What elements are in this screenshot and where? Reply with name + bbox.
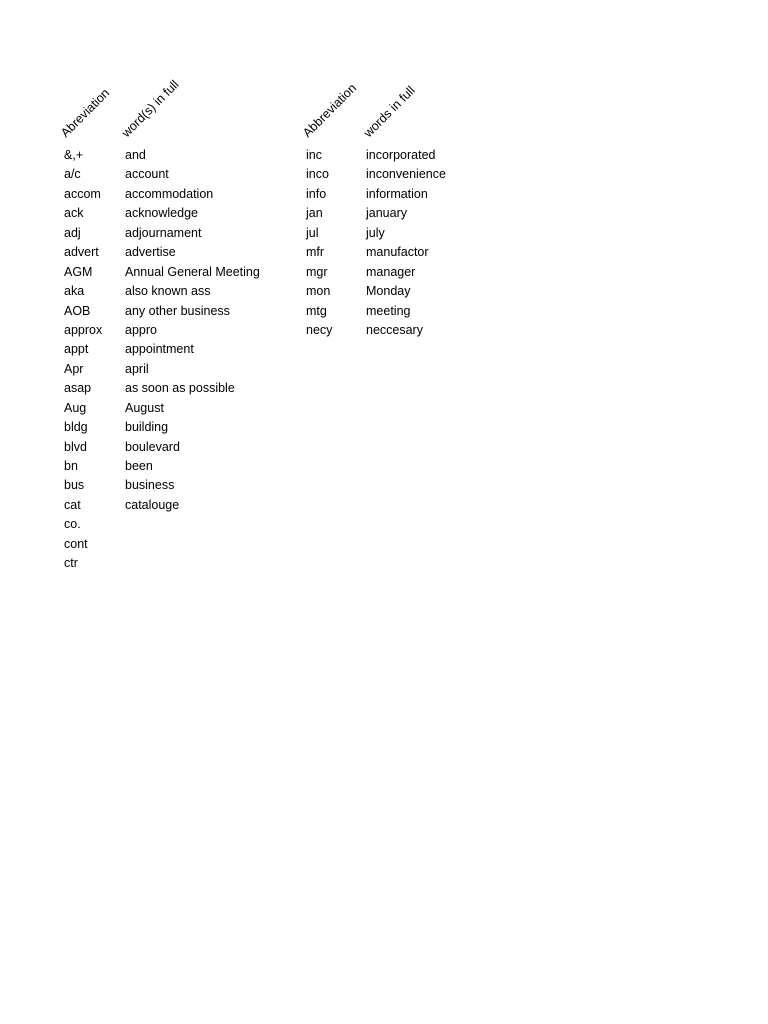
table-cell: information [366, 186, 428, 201]
header-abbreviation-1: Abreviation [58, 85, 113, 140]
table-cell: april [125, 361, 149, 376]
table-cell: any other business [125, 303, 230, 318]
table-cell: appointment [125, 342, 194, 357]
table-cell: been [125, 459, 153, 473]
table-cell: bus [64, 478, 85, 493]
table-cell: adj [64, 225, 81, 240]
table-cell: january [366, 206, 407, 221]
table1-abbreviation-column [64, 146, 102, 574]
table-cell: approx [64, 322, 103, 337]
table-cell: mon [306, 284, 331, 299]
table-cell: mtg [306, 303, 327, 318]
table-cell: cat [64, 497, 81, 512]
table-cell: also known ass [125, 284, 211, 299]
table-cell: asap [64, 381, 92, 396]
table-cell: mfr [306, 245, 325, 260]
table-cell: info [306, 186, 327, 201]
table-cell: a/c [64, 167, 81, 182]
table-cell: advertise [125, 245, 176, 260]
table-cell: jul [306, 225, 319, 240]
table-cell: jan [306, 206, 323, 221]
table-cell: july [366, 225, 385, 240]
table-cell: neccesary [366, 322, 423, 337]
table-cell: building [125, 420, 169, 435]
table-cell: ctr [64, 556, 78, 571]
table2-words-column [366, 146, 446, 340]
table-cell: inco [306, 167, 329, 182]
table-cell: inc [306, 148, 322, 162]
table-cell: business [125, 478, 175, 493]
table-cell: August [125, 400, 164, 415]
table2-abbreviation-column [306, 146, 332, 340]
table-cell: account [125, 167, 169, 182]
table-cell: meeting [366, 303, 411, 318]
table-cell: &,+ [64, 148, 84, 162]
table-cell: manager [366, 264, 416, 279]
table-cell: aka [64, 284, 85, 299]
table-cell: advert [64, 245, 99, 260]
table-cell: adjournament [125, 225, 202, 240]
header-words-1: word(s) in full [119, 77, 182, 140]
table-cell: co. [64, 517, 81, 532]
table-cell: ack [64, 206, 84, 221]
table1-words-column [125, 146, 260, 515]
table-cell: appro [125, 322, 157, 337]
table-cell: Aug [64, 400, 87, 415]
header-abbreviation-2: Abbreviation [300, 80, 360, 140]
table-cell: Monday [366, 284, 411, 299]
table-cell: as soon as possible [125, 381, 235, 396]
table-cell: appt [64, 342, 89, 357]
table-cell: AOB [64, 303, 91, 318]
header-words-2: words in full [361, 83, 418, 140]
table-cell: boulevard [125, 439, 180, 454]
table-cell: blvd [64, 439, 87, 454]
table-cell: necy [306, 322, 333, 337]
table-cell: accommodation [125, 186, 214, 201]
table-cell: AGM [64, 264, 93, 279]
table-cell: inconvenience [366, 167, 446, 182]
table-cell: accom [64, 186, 101, 201]
table-cell: and [125, 148, 146, 162]
table-cell: bldg [64, 420, 88, 435]
table-cell: mgr [306, 264, 328, 279]
table-cell: Apr [64, 361, 84, 376]
table-cell: acknowledge [125, 206, 198, 221]
table-cell: Annual General Meeting [125, 264, 260, 279]
table-cell: manufactor [366, 245, 429, 260]
table-cell: cont [64, 536, 88, 551]
table-cell: incorporated [366, 148, 436, 162]
table-cell: bn [64, 459, 78, 473]
table-cell: catalouge [125, 497, 180, 512]
